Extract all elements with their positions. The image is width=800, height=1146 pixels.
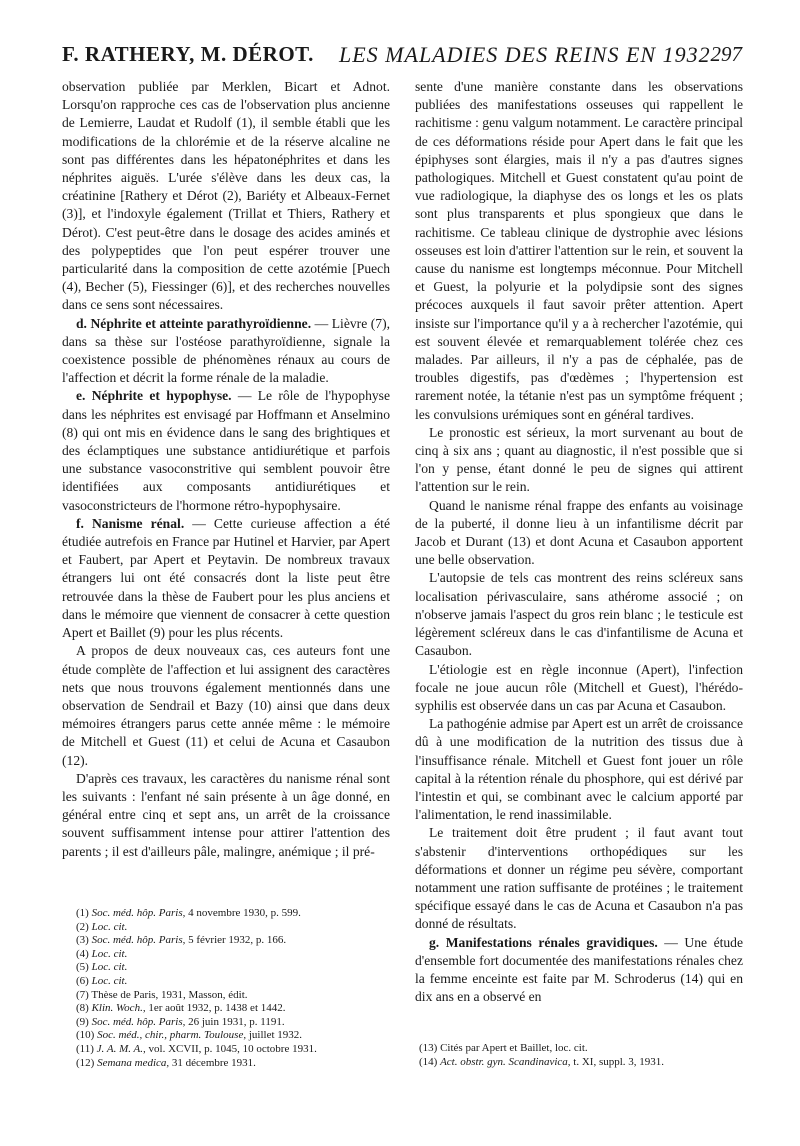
paragraph-text: — Lièvre (7), dans sa thèse sur l'ostéose parathyroïdienne, signale la coexistence possible de phénomènes rénaux au cours de l'affection et décrit la forme rénale de la maladie. bbox=[62, 315, 391, 386]
page-number: 297 bbox=[710, 42, 742, 66]
section-heading: e. Néphrite et hypophyse. bbox=[76, 388, 232, 404]
paragraph: Quand le nanisme rénal frappe des enfants au voisinage de la puberté, il donne lieu à un infantilisme décrit par Jacob et Durant (13) et dont Acuna et Casaubon apportent une belle observation. bbox=[415, 497, 743, 568]
footnote: (14) Act. obstr. gyn. Scandinavica, t. XI, suppl. 3, 1931. bbox=[419, 1055, 665, 1068]
footnote: (3) Soc. méd. hôp. Paris, 5 février 1932, p. 166. bbox=[76, 934, 287, 947]
paragraph: sente d'une manière constante dans les observations publiées des manifestations osseuses qui rappellent le rachitisme : genu valgum notamment. Le caractère principal de ces déformations réside pour Apert dans le fait que les épiphyses sont élargies, mais il n'y a pas d'autres signes pathologiques. Mitchell et Guest constatent qu'au point de vue radiologique, la diaphyse des os longs et les os plats sont plus transparents et plus spongieux que dans le rachitisme. Ce tableau clinique de dystrophie avec lésions osseuses est loin d'attirer l'attention sur le rein, et souvent la cause du nanisme est longtemps méconnue. Pour Mitchell et Guest, la polyurie et la polydipsie sont des signes précoces auxquels il faut savoir prêter attention. Apert insiste sur l'importance qu'il y a à rechercher l'azotémie, qui est souvent élevée et remarquablement tolérée chez ces malades. Par ailleurs, il n'y a pas de céphalée, pas de troubles digestifs, pas d'œdèmes ; l'hypertension est rarement notée, la tétanie n'est pas un symptôme fréquent ; les convulsions urémiques sont en général tardives. bbox=[415, 79, 743, 422]
paragraph-text: — Une étude d'ensemble fort documentée des manifestations rénales chez la femme enceinte est faite par M. Schroderus (14) qui en dix ans en a observé en bbox=[415, 934, 744, 1005]
section-heading: d. Néphrite et atteinte parathyroïdienne. bbox=[76, 315, 312, 331]
paragraph: L'autopsie de tels cas montrent des reins scléreux sans localisation périvasculaire, sans athérome associé ; on n'observe jamais l'aspect du gros rein blanc ; le testicule est légèrement scléreux dans le cas d'infantilisme de Acuna et Casaubon. bbox=[415, 570, 743, 659]
footnote: (4) Loc. cit. bbox=[76, 947, 128, 960]
footnote: (13) Cités par Apert et Baillet, loc. cit. bbox=[419, 1042, 588, 1054]
footnotes-left bbox=[76, 907, 396, 1070]
paragraph: Le pronostic est sérieux, la mort survenant au bout de cinq à six ans ; quant au diagnostic, il n'est possible que si l'on y pense, étant donné le peu de signes qui attirent l'attention sur le rein. bbox=[415, 424, 743, 495]
paragraph: La pathogénie admise par Apert est un arrêt de croissance dû à une modification de la nutrition des tissus due à l'insuffisance rénale. Mitchell et Guest font jouer un rôle capital à la rétention rénale du phosphore, qui est dérivé par l'intestin et qui, se combinant avec le calcium apporté par l'alimentation, le rend inassimilable. bbox=[415, 716, 743, 823]
paragraph-text: — Le rôle de l'hypophyse dans les néphrites est envisagé par Hoffmann et Anselmino (8) qui ont mis en évidence dans le sang des brightiques et des éclamptiques une substance antidiurétique et parfois une substance vasoconstritive qui semblent pouvoir être identifiées aux composants antidiurétiques et vasoconstricteurs de l'hormone rétro-hypophysaire. bbox=[62, 388, 390, 513]
footnote: (1) Soc. méd. hôp. Paris, 4 novembre 1930, p. 599. bbox=[76, 907, 301, 919]
footnotes-right bbox=[419, 1042, 749, 1069]
right-column bbox=[415, 78, 743, 1006]
footnote: (7) Thèse de Paris, 1931, Masson, édit. bbox=[76, 988, 248, 1001]
page-header bbox=[62, 42, 742, 76]
paragraph: observation publiée par Merklen, Bicart et Adnot. Lorsqu'on rapproche ces cas de l'observation plus ancienne de Lemierre, Laudat et Rudolf (1), il semble établi que les modifications de la chlorémie et de la réserve alcaline ne sont pas différentes dans les hépatonéphrites et dans les néphrites aiguës. L'urée s'élève dans les deux cas, la créatinine [Rathery et Dérot (2), Bariéty et Albeaux-Fernet (3)], et l'indoxyle également (Trillat et Thiers, Rathery et Dérot). C'est peut-être dans le dosage des acides aminés et des polypeptides que l'on peut espérer trouver une particularité dans la composition de cette azotémie [Puech (4), Becher (5), Fiessinger (6)], et des recherches nouvelles dans ce sens sont nécessaires. bbox=[62, 79, 390, 313]
footnote: (8) Klin. Woch., 1er août 1932, p. 1438 et 1442. bbox=[76, 1002, 286, 1015]
footnote: (9) Soc. méd. hôp. Paris, 26 juin 1931, p. 1191. bbox=[76, 1015, 285, 1028]
paragraph: D'après ces travaux, les caractères du nanisme rénal sont les suivants : l'enfant né sain présente à un âge donné, en général entre cinq et sept ans, un arrêt de la croissance souvent suffisamment intense pour attirer l'attention des parents ; il est d'ailleurs pâle, malingre, anémique ; il pré- bbox=[62, 770, 390, 859]
footnote: (12) Semana medica, 31 décembre 1931. bbox=[76, 1056, 256, 1069]
paragraph-text: — Cette curieuse affection a été étudiée autrefois en France par Hutinel et Harvier, par Apert et Faubert, par Apert et Peytavin. De nombreux travaux étrangers lui ont été consacrés dont la liste peut être retrouvée dans la thèse de Faubert pour les plus anciens et dans le mémoire que viennent de consacrer à cette question Apert et Baillet (9) pour les plus récents. bbox=[62, 515, 390, 641]
footnote: (2) Loc. cit. bbox=[76, 920, 128, 933]
footnote: (11) J. A. M. A., vol. XCVII, p. 1045, 10 octobre 1931. bbox=[76, 1042, 317, 1055]
paragraph: L'étiologie est en règle inconnue (Apert), l'infection focale ne joue aucun rôle (Mitchell et Guest), l'hérédo-syphilis est observée dans un cas par Acuna et Casaubon. bbox=[415, 661, 743, 713]
paragraph: A propos de deux nouveaux cas, ces auteurs font une étude complète de l'affection et lui assignent des caractères nets que nous trouvons également mentionnés dans une observation de Sendrail et Bazy (10) ainsi que dans deux mémoires étrangers parus cette année même : le mémoire de Mitchell et Guest (11) et celui de Acuna et Casaubon (12). bbox=[62, 643, 390, 768]
section-e bbox=[62, 387, 390, 514]
section-heading: f. Nanisme rénal. bbox=[76, 515, 185, 531]
section-f bbox=[62, 515, 390, 642]
section-g bbox=[415, 934, 743, 1007]
section-heading: g. Manifestations rénales gravidiques. bbox=[429, 934, 658, 950]
left-column bbox=[62, 78, 390, 861]
section-d bbox=[62, 315, 390, 388]
header-title: LES MALADIES DES REINS EN 1932 bbox=[339, 42, 711, 67]
footnote: (5) Loc. cit. bbox=[76, 961, 128, 974]
footnote: (10) Soc. méd., chir., pharm. Toulouse, juillet 1932. bbox=[76, 1029, 303, 1042]
footnote: (6) Loc. cit. bbox=[76, 974, 128, 987]
paragraph: Le traitement doit être prudent ; il faut avant tout s'abstenir d'interventions orthopédiques sur les déformations et donner un régime peu sévère, comportant notamment une ration suffisante de protéines ; le traitement spécifique essayé dans le cas de Acuna et Casaubon n'a pas donné de résultats. bbox=[415, 825, 743, 932]
header-authors: F. RATHERY, M. DÉROT. bbox=[62, 42, 314, 66]
